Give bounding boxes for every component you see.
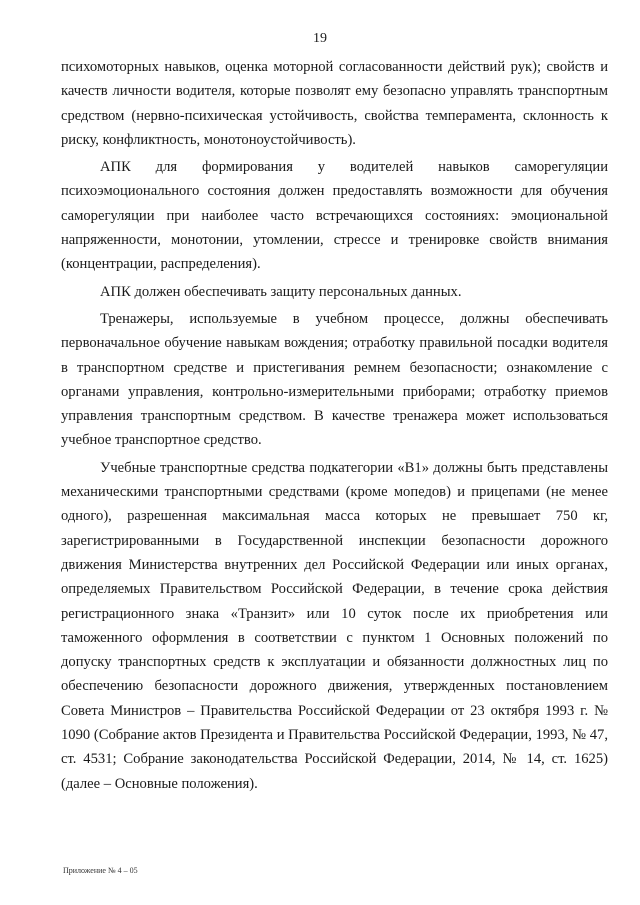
footer-appendix-label: Приложение № 4 – 05 (63, 866, 138, 875)
paragraph-simulators: Тренажеры, используемые в учебном процессе, должны обеспечивать первоначальное обучение навыкам вождения; отработку правильной посадки водителя в транспортном средстве и пристегивания ремнем безопасности; ознакомление с органами управления, контрольно-измерительными приборами; отработку приемов управления транспортным средством. В качестве тренажера может использоваться учебное транспортное средство. (61, 310, 608, 449)
page-number: 19 (313, 31, 327, 46)
paragraph-continuation: психомоторных навыков, оценка моторной согласованности действий рук); свойств и качеств личности водителя, которые позволят ему безопасно управлять транспортным средством (нервно-психическая устойчивость, свойства темперамента, склонность к риску, конфликтность, монотоноустойчивость). (61, 59, 608, 148)
paragraph-apk-data-protection: АПК должен обеспечивать защиту персональных данных. (100, 283, 462, 300)
paragraph-apk-self-regulation: АПК для формирования у водителей навыков саморегуляции психоэмоционального состояния должен предоставлять возможности для обучения саморегуляции при наиболее часто встречающихся состояниях: эмоциональной напряженности, монотонии, утомлении, стрессе и тренировке свойств внимания (концентрации, распределения). (61, 159, 608, 273)
document-body (61, 55, 608, 796)
paragraph-training-vehicles-b1: Учебные транспортные средства подкатегории «B1» должны быть представлены механическими транспортными средствами (кроме мопедов) и прицепами (не менее одного), разрешенная максимальная масса которых не превышает 750 кг, зарегистрированными в Государственной инспекции безопасности дорожного движения Министерства внутренних дел Российской Федерации или иных органах, определяемых Правительством Российской Федерации, в течение срока действия регистрационного знака «Транзит» или 10 суток после их приобретения или таможенного оформления в соответствии с пунктом 1 Основных положений по допуску транспортных средств к эксплуатации и обязанности должностных лиц по обеспечению безопасности дорожного движения, утвержденных постановлением Совета Министров – Правительства Российской Федерации от 23 октября 1993 г. № 1090 (Собрание актов Президента и Правительства Российской Федерации, 1993, № 47, ст. 4531; Собрание законодательства Российской Федерации, 2014, № 14, ст. 1625) (далее – Основные положения). (61, 459, 608, 792)
